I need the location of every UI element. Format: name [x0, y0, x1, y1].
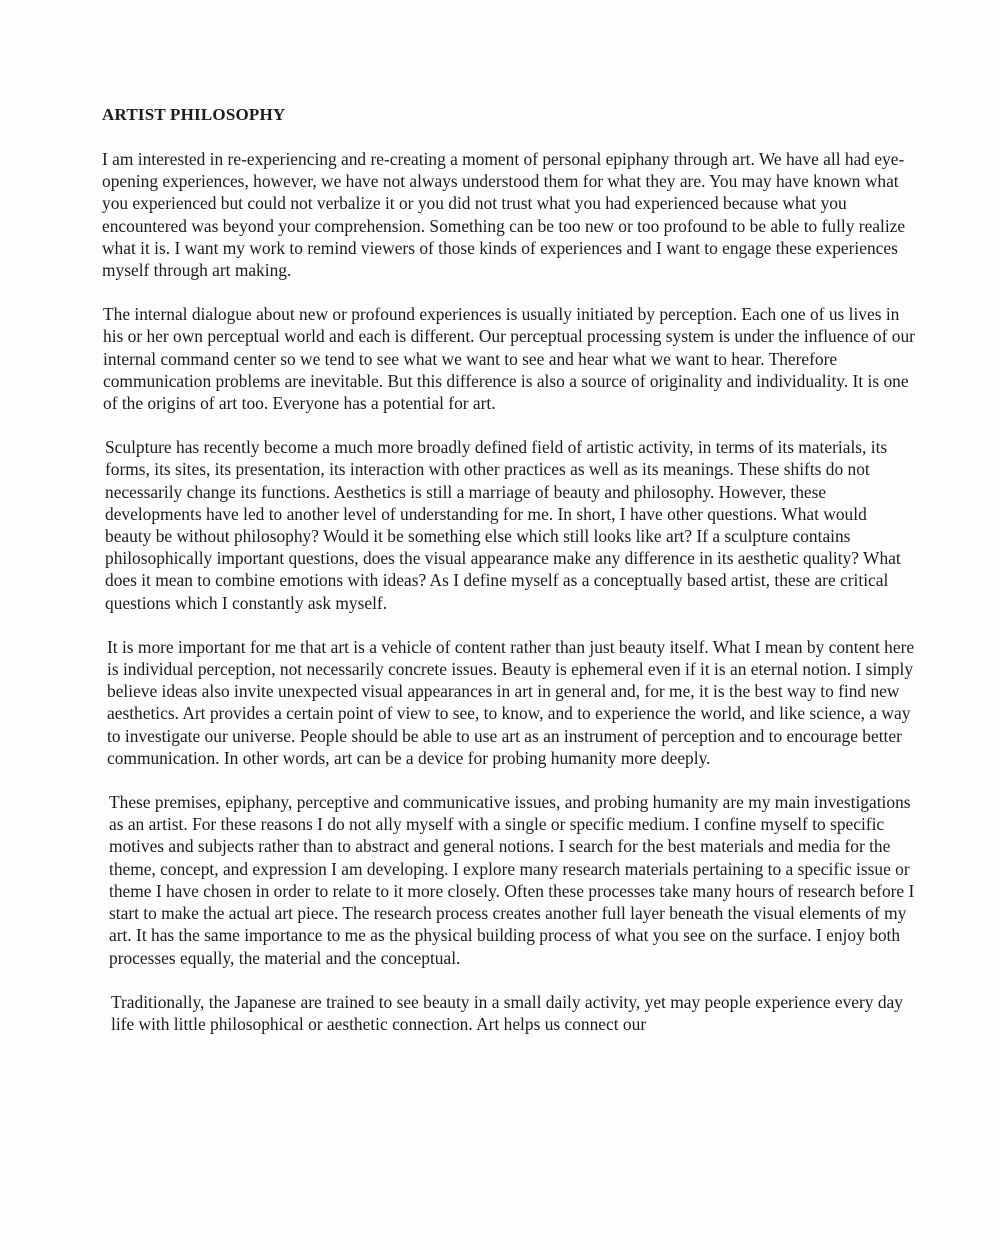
paragraph-perception: The internal dialogue about new or profound experiences is usually initiated by perception. Each one of us lives in his or her own perceptual world and each is different. Our perceptual processing system is under the influence of our internal command center so we tend to see what we want to see and hear what we want to hear. Therefore communication problems are inevitable. But this difference is also a source of originality and individuality. It is one of the origins of art too. Everyone has a potential for art.	[103, 304, 915, 414]
paragraph-sculpture: Sculpture has recently become a much more broadly defined field of artistic activity, in terms of its materials, its forms, its sites, its presentation, its interaction with other practices as well as its meanings. These shifts do not necessarily change its functions. Aesthetics is still a marriage of beauty and philosophy. However, these developments have led to another level of understanding for me. In short, I have other questions. What would beauty be without philosophy? Would it be something else which still looks like art? If a sculpture contains philosophically important questions, does the visual appearance make any difference in its aesthetic quality? What does it mean to combine emotions with ideas? As I define myself as a conceptually based artist, these are critical questions which I constantly ask myself.	[105, 437, 901, 613]
document-body	[102, 104, 917, 1035]
page-title: ARTIST PHILOSOPHY	[102, 105, 286, 124]
paragraph-tradition: Traditionally, the Japanese are trained to see beauty in a small daily activity, yet may people experience every day life with little philosophical or aesthetic connection. Art helps us connect our	[111, 991, 903, 1034]
paragraph-content: It is more important for me that art is a vehicle of content rather than just beauty itself. What I mean by content here is individual perception, not necessarily concrete issues. Beauty is ephemeral even if it is an eternal notion. I simply believe ideas also invite unexpected visual appearances in art in general and, for me, it is the best way to find new aesthetics. Art provides a certain point of view to see, to know, and to experience the world, and like science, a way to investigate our universe. People should be able to use art as an instrument of perception and to encourage better communication. In other words, art can be a device for probing humanity more deeply.	[107, 636, 915, 768]
paragraph-premises: These premises, epiphany, perceptive and communicative issues, and probing humanity are my main investigations as an artist. For these reasons I do not ally myself with a single or specific medium. I confine myself to specific motives and subjects rather than to abstract and general notions. I search for the best materials and media for the theme, concept, and expression I am developing. I explore many research materials pertaining to a specific issue or theme I have chosen in order to relate to it more closely. Often these processes take many hours of research before I start to make the actual art piece. The research process creates another full layer beneath the visual elements of my art. It has the same importance to me as the physical building process of what you see on the surface. I enjoy both processes equally, the material and the conceptual.	[109, 792, 915, 968]
paragraph-epiphany: I am interested in re-experiencing and re-creating a moment of personal epiphany through art. We have all had eye-opening experiences, however, we have not always understood them for what they are. You may have known what you experienced but could not verbalize it or you did not trust what you had experienced because what you encountered was beyond your comprehension. Something can be too new or too profound to be able to fully realize what it is. I want my work to remind viewers of those kinds of experiences and I want to engage these experiences myself through art making.	[102, 149, 906, 281]
